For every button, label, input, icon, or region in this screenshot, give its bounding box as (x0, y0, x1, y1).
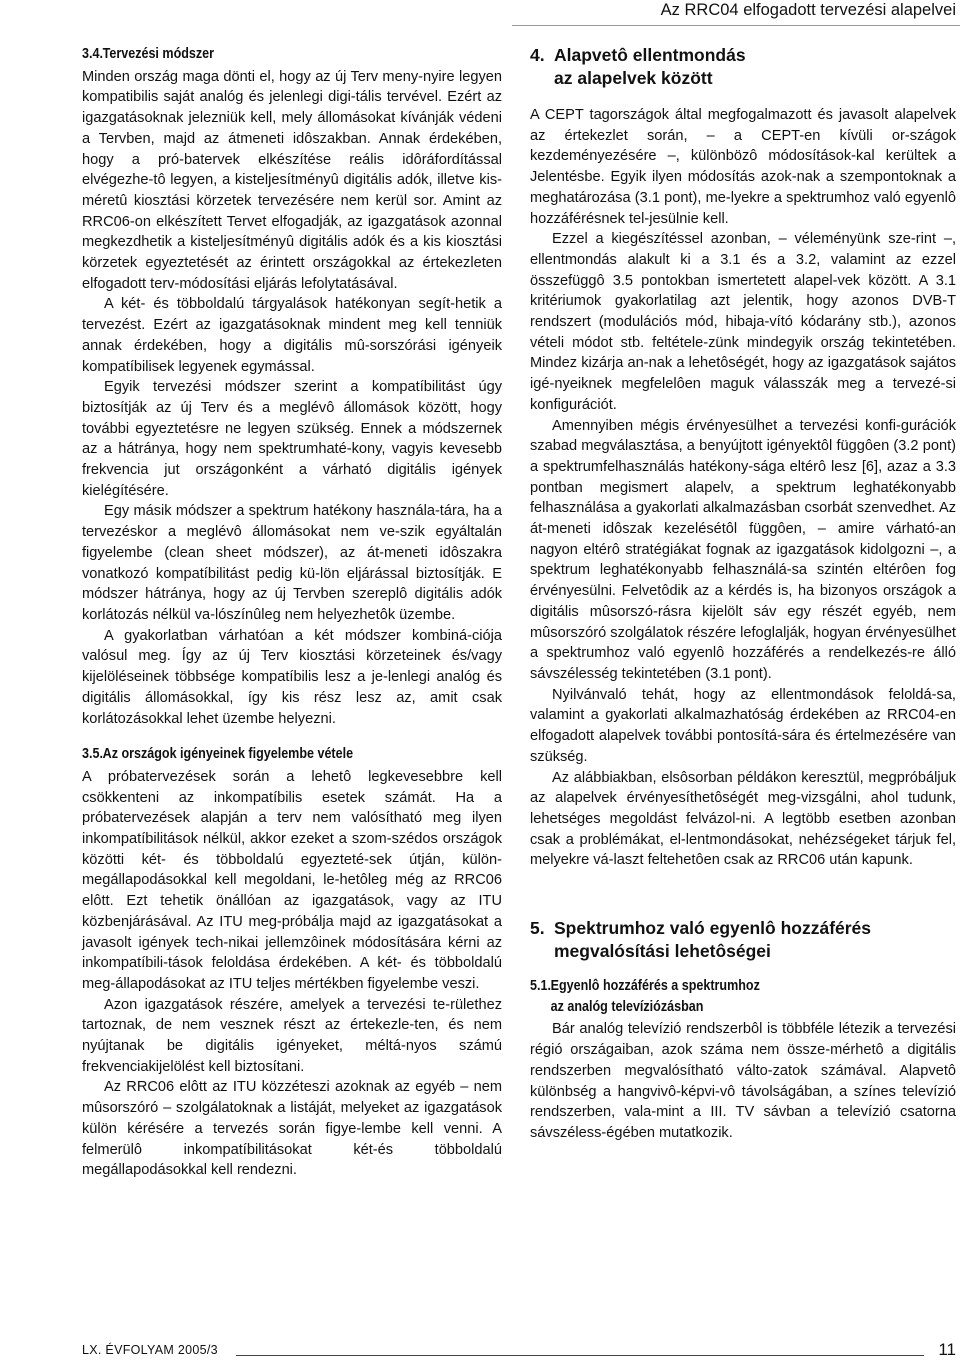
section-5-1-heading (530, 976, 943, 1017)
section-number: 3.4. (82, 46, 103, 62)
header-rule (512, 25, 960, 26)
paragraph: Bár analóg televízió rendszerbôl is többféle létezik a tervezési régió országaiban, azok száma nem össze-mérhetô a digitális rendszerben megvalósítható válto-zatok számával. Alapvetô különbség a hangvivô-képvi-vô távolságában, a színes televízió rendszerben, vala-mint a III. TV sávban a televízió csatorna sávszéless-égében mutatkozik. (530, 1021, 956, 1141)
section-title-line: Alapvetô ellentmondás (554, 45, 746, 65)
paragraph: Amennyiben mégis érvényesülhet a tervezési konfi-gurációk szabad megválasztása, a benyújtott igényektôl függôen (3.2 pont) a spektrumfelhasználás hatékony-sága eltérô lesz [6], azaz a 3.3 pontban megismert alapelv, a spektrum leghatékonyabb felhasználása a gyakorlati alkalmazásban csorbát szenvedhet. Az át-meneti idôszak kezelésétôl függôen, – amire várható-an nagyon eltérô stratégiákat fognak az igazgatások kidolgozni –, a spektrum leghatékonyabb felhasználá-sa szintén eltérôen fog érvényesülni. Felvetôdik az a kérdés is, ha bizonyos országok a digitális mûsorszó-rásra kijelölt sáv egy részét egyéb, nem mûsorszóró szolgálatok részére lefoglalják, hogyan érvényesülhet a spektrumhoz való egyenlô hozzáférés a rendelkezés-re álló sávszélesség tekintetében (3.1 pont). (530, 417, 956, 682)
paragraph: A gyakorlatban várhatóan a két módszer kombiná-ciója valósul meg. Így az új Terv kiosztási körzeteinek és/vagy kijelöléseinek többsége kompatíbilis lesz a je-lenlegi analóg és digitális állomásokkal, így kis rész lesz az, amit csak korlátozásokkal lehet üzembe helyezni. (82, 627, 502, 727)
paragraph: A CEPT tagországok által megfogalmazott és javasolt alapelvek az értekezlet során, – a CEPT-en kívüli or-szágok kezdeményezésére –, különbözô módosítások-kal kerültek a Jelentésbe. Egyik ilyen módosítás azok-nak a szempontoknak a meghatározása (3.1 pont), me-lyekre a spektrumhoz való egyenlô hozzáférésnek tel-jesülnie kell. (530, 107, 956, 227)
running-header: Az RRC04 elfogadott tervezési alapelvei (660, 1, 956, 19)
section-4-heading (530, 44, 956, 89)
section-3-4-heading (82, 44, 443, 65)
page-number: 11 (938, 1340, 956, 1359)
paragraph: A két- és többoldalú tárgyalások hatékonyan segít-hetik a tervezést. Ezért az igazgatásoknak mindent meg kell tenniük annak érdekében, hogy a digitális mû-sorszórási igényeik kompatíbilisek legyenek egymással. (82, 296, 502, 375)
paragraph: Az RRC06 elôtt az ITU közzéteszi azoknak az egyéb – nem mûsorszóró – szolgálatoknak a listáját, melyeket az igazgatások külön kérésére a tervezés során figye-lembe kell venni. A felmerülô inkompatíbilitásokat két-és többoldalú megállapodásokkal kell rendezni. (82, 1079, 502, 1179)
section-title-line: az alapelvek között (554, 67, 713, 88)
paragraph: Egyik tervezési módszer szerint a kompatíbilitást úgy biztosítják az új Terv és a meglévô állomások között, hogy további egyeztetésre ne legyen szükség. Ennek a módszernek az a hátránya, hogy nem spektrumhaté-kony, vagyis kevesebb frekvencia jut országonként a várható digitális igények kielégítésére. (82, 379, 502, 499)
paragraph: Nyilvánvaló tehát, hogy az ellentmondások feloldá-sa, valamint a gyakorlati alkalmazhatóság érdekében az RRC04-en elfogadott alapelvek további pontosítá-sára és értelmezésére van szükség. (530, 686, 956, 765)
section-title: Az országok igényeinek figyelembe vétele (102, 746, 354, 763)
section-number: 4. (530, 45, 545, 65)
section-number: 5. (530, 918, 545, 939)
paragraph: Egy másik módszer a spektrum hatékony használa-tára, ha a tervezéskor a meglévô állomásokat nem ve-szik egyáltalán figyelembe (clean sheet módszer), az át-meneti idôszakra vonatkozó kompatíbilitást pedig kü-lön eljárással biztosítják. E módszer hátránya, hogy az új Tervben szereplô digitális adók korlátozás nélkül va-lószínûleg nem helyezhetôk üzembe. (82, 503, 502, 623)
paragraph: Azon igazgatások részére, amelyek a tervezési te-rülethez tartoznak, de nem vesznek részt az értekezle-ten, és nem nyújtanak be digitális igényeket, méltá-nyos számú frekvenciakijelölést kell biztosítani. (82, 996, 502, 1075)
paragraph: Minden ország maga dönti el, hogy az új Terv meny-nyire legyen kompatibilis saját analóg és jelenlegi digi-tális tervével. Ezért az igazgatásoknak jelezniük kell, mely állomásokat kívánják védeni a Tervben, majd az átmeneti idôszakban. Annak érdekében, hogy a pró-batervek elkészítése reális idôráfordítással elvégezhe-tô legyen, a kisteljesítményû digitális adók, illetve kis-méretû kiosztási körzetek tervezésére nem kerül sor. Amint az RRC06-on elkészített Tervet elfogadják, az igazgatások azonnal megkezdhetik a kisteljesítményû digitális adók és a kis kiosztási körzetek egyeztetését az érintett országokkal az értekezleten elfogadott terv-módosítási eljárás lefolytatásával. (82, 68, 502, 292)
section-title-line: Egyenlô hozzáférés a spektrumhoz (550, 978, 760, 995)
right-column (530, 44, 956, 1144)
footer-rule (236, 1355, 924, 1356)
section-title-line: Spektrumhoz való egyenlô hozzáférés (554, 918, 872, 939)
section-number: 3.5. (82, 746, 103, 763)
section-3-5-heading (82, 744, 443, 765)
footer-volume: LX. ÉVFOLYAM 2005/3 (82, 1343, 218, 1357)
paragraph: A próbatervezések során a lehetô legkevesebbre kell csökkenteni az inkompatíbilis esetek számát. Ha a próbatervezések alapján a terv nem valósítható meg ilyen inkompatíbilitások nélkül, akkor ezeket a szom-szédos országok közötti két- és többoldalú egyezteté-sek útján, külön-megállapodásokkal kell megoldani, le-hetôleg még az RRC06 elôtt. Ezt tehetik önállóan az igazgatások, vagy az ITU közbenjárásával. Az ITU meg-próbálja majd az igazgatásokat a javasolt igények tech-nikai jellemzôinek módosítására kérni az inkompatíbili-tások feloldása érdekében. A két- és többoldalú meg-állapodásokat az ITU teljes mértékben figyelembe veszi. (82, 768, 502, 992)
paragraph: Ezzel a kiegészítéssel azonban, – véleményünk sze-rint –, ellentmondás alakult ki a 3.1 és a 3.2, valamint az ezzel összefüggô 3.5 pontokban ismertetett alapel-vek között. A 3.1 kritériumok gyakorlatilag azt jelentik, hogy azonos DVB-T rendszert (modulációs mód, hibaja-vító kódarány stb.), azonos vételi módot stb. feltétele-zünk mindegyik ország tekintetében. Mindez kizárja an-nak a lehetôségét, hogy az igazgatások sajátos igé-nyeiknek megfelelôen maguk válasszák meg a tervezé-si konfigurációt. (530, 231, 956, 413)
section-title: Tervezési módszer (102, 46, 215, 62)
section-number: 5.1. (530, 978, 551, 995)
section-title-line: az analóg televíziózásban (550, 998, 704, 1015)
paragraph: Az alábbiakban, elsôsorban példákon keresztül, megpróbáljuk az alapelvek érvényesíthetôségét meg-vizsgálni, ahol tudunk, lehetséges megoldást felvázol-ni. A legtöbb esetben azonban csak a problémákat, el-lentmondásokat, nehézségeket tárjuk fel, melyekre vá-laszt feltehetôen csak az RRC06 után kapunk. (530, 769, 956, 869)
left-column (82, 44, 502, 1181)
section-title-line: megvalósítási lehetôségei (554, 940, 771, 961)
section-5-heading (530, 917, 956, 962)
